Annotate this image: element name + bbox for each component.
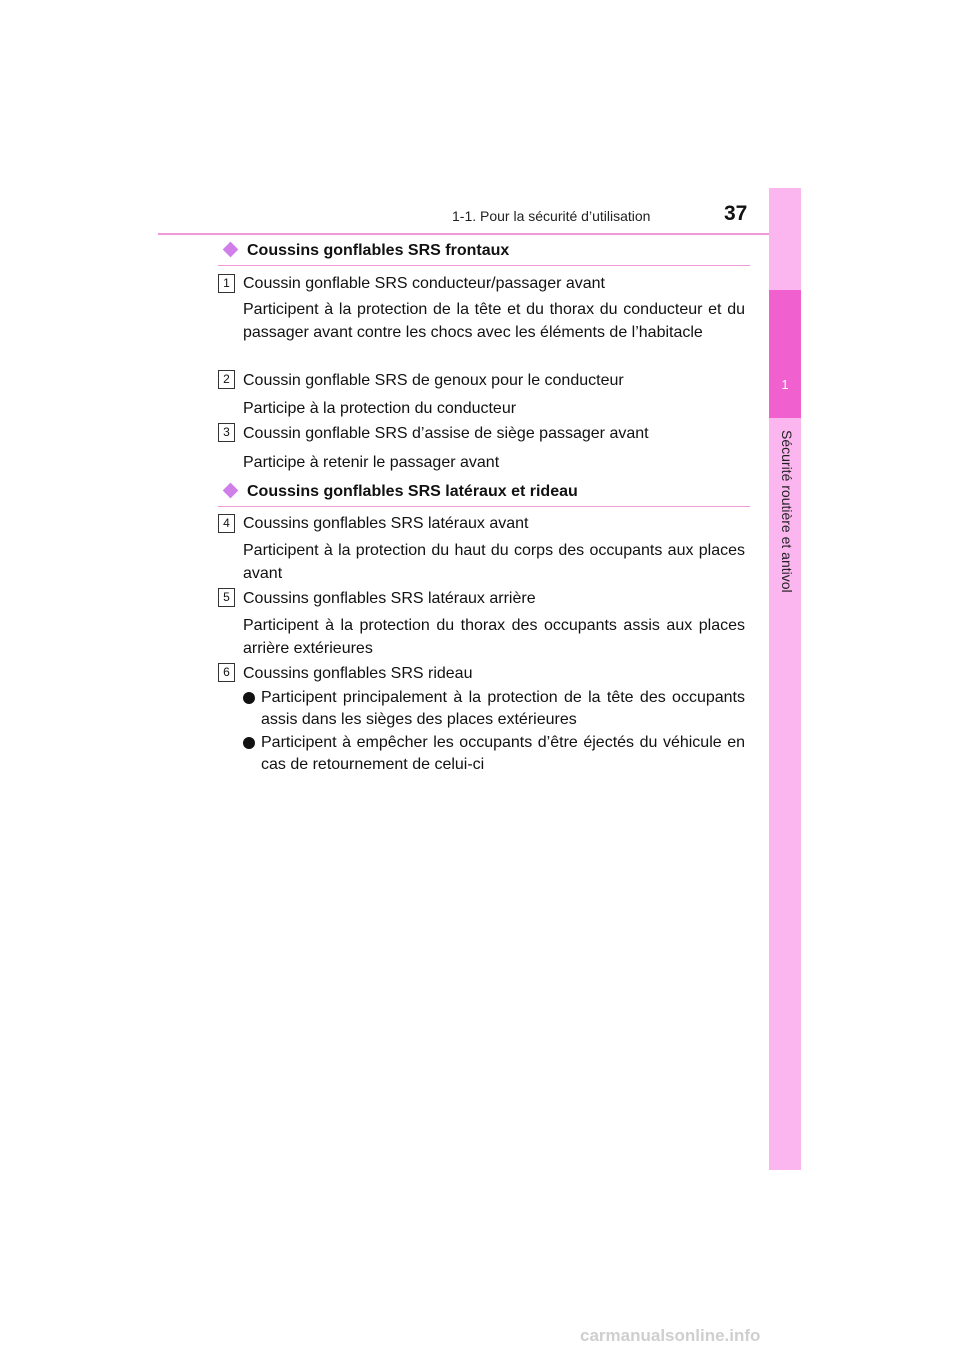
item-title: Coussin gonflable SRS conducteur/passager avant <box>243 275 605 292</box>
diamond-icon <box>223 483 239 499</box>
item-number-badge: 3 <box>218 423 235 442</box>
bullet-icon <box>243 737 255 749</box>
item-description: Participe à la protection du conducteur <box>243 400 517 417</box>
section-heading-rule <box>218 506 750 507</box>
section-heading-rule <box>218 265 750 266</box>
section-header-title: 1-1. Pour la sécurité d’utilisation <box>452 208 651 224</box>
item-title: Coussins gonflables SRS latéraux arrière <box>243 590 536 607</box>
section-heading-text: Coussins gonflables SRS latéraux et rideau <box>247 483 578 500</box>
header-divider <box>158 233 800 235</box>
bullet-text: Participent principalement à la protection de la tête des occupants assis dans les sièges des places extérieures <box>261 689 745 728</box>
item-description: Participent à la protection du thorax des occupants assis aux places arrière extérieures <box>243 617 745 657</box>
item-title: Coussin gonflable SRS d’assise de siège passager avant <box>243 425 649 442</box>
item-number-badge: 2 <box>218 370 235 389</box>
chapter-title: Sécurité routière et antivol <box>779 430 795 593</box>
bullet-text: Participent à empêcher les occupants d’être éjectés du véhicule en cas de retournement de celui-ci <box>261 734 745 773</box>
bullet-item <box>243 687 745 731</box>
item-title: Coussins gonflables SRS rideau <box>243 665 473 682</box>
section-heading-text: Coussins gonflables SRS frontaux <box>247 242 510 259</box>
section-heading <box>218 483 750 501</box>
page-number: 37 <box>724 202 748 225</box>
item-number-badge: 1 <box>218 274 235 293</box>
chapter-tab-active-marker <box>769 290 801 418</box>
item-title: Coussins gonflables SRS latéraux avant <box>243 515 529 532</box>
chapter-number: 1 <box>781 377 789 392</box>
item-number-badge: 4 <box>218 514 235 533</box>
item-description: Participent à la protection de la tête et du thorax du conducteur et du passager avant contre les chocs avec les éléments de l’habitacle <box>243 301 745 341</box>
item-description: Participent à la protection du haut du corps des occupants aux places avant <box>243 542 745 582</box>
item-number-badge: 5 <box>218 588 235 607</box>
section-heading <box>218 242 750 260</box>
watermark: carmanualsonline.info <box>580 1326 761 1345</box>
item-description: Participe à retenir le passager avant <box>243 454 500 471</box>
bullet-item <box>243 732 745 776</box>
item-title: Coussin gonflable SRS de genoux pour le conducteur <box>243 372 624 389</box>
diamond-icon <box>223 242 239 258</box>
bullet-icon <box>243 692 255 704</box>
item-number-badge: 6 <box>218 663 235 682</box>
